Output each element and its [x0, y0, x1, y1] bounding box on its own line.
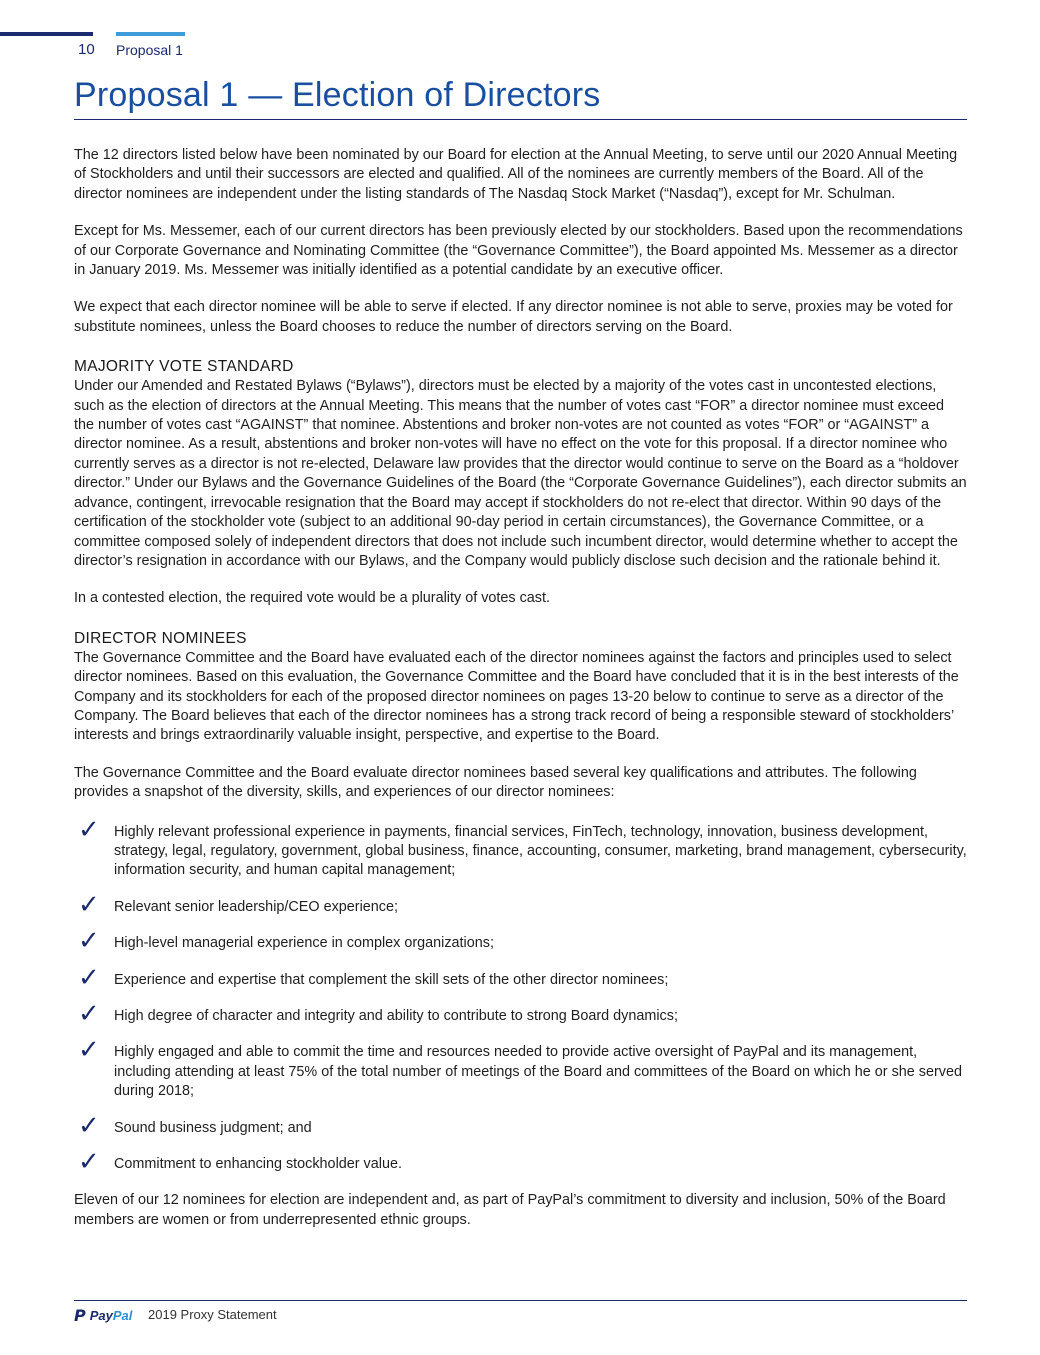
majority-vote-body: Under our Amended and Restated Bylaws (“Bylaws”), directors must be elected by a majority of the votes cast in uncontested elections, such as the election of directors at the Annual Meeting. This means that the number of votes cast “FOR” a director nominee must exceed the number of votes cast “AGAINST” that nominee. Abstentions and broker non-votes are not counted as votes “FOR” or “AGAINST” a director nominee. As a result, abstentions and broker non-votes will have no effect on the vote for this proposal. If a director nominee who currently serves as a director is not re-elected, Delaware law provides that the director would continue to serve on the Board as a “holdover director.” Under our Bylaws and the Governance Guidelines of the Board (the “Corporate Governance Guidelines”), each director submits an advance, contingent, irrevocable resignation that the Board may accept if stockholders do not re-elect that director. Within 90 days of the certification of the stockholder vote (subject to an additional 90-day period in certain circumstances), the Governance Committee, or a committee composed solely of independent directors that does not include such incumbent director, would determine whether to accept the director’s resignation in accordance with our Bylaws, and the Company would publicly disclose such decision and the rationale behind it.: [74, 378, 967, 569]
check-icon: ✓: [78, 889, 100, 920]
intro-paragraph-3: We expect that each director nominee will be able to serve if elected. If any director nominee is not able to serve, proxies may be voted for substitute nominees, unless the Board chooses to reduce the number of directors serving on the Board.: [74, 299, 953, 335]
footer-divider: [74, 1300, 967, 1301]
closing-paragraph: Eleven of our 12 nominees for election are independent and, as part of PayPal’s commitment to diversity and inclusion, 50% of the Board members are women or from underrepresented ethnic groups.: [74, 1192, 946, 1228]
main-content: [74, 146, 967, 1230]
checklist-text: Commitment to enhancing stockholder value.: [114, 1156, 402, 1173]
qualifications-checklist: [74, 814, 967, 1178]
paypal-wordmark: PayPal: [89, 1308, 133, 1323]
majority-vote-heading: MAJORITY VOTE STANDARD: [74, 358, 294, 376]
list-item: [74, 814, 967, 881]
list-item: [74, 1147, 967, 1178]
check-icon: ✓: [78, 1110, 100, 1141]
page-number: 10: [78, 41, 95, 58]
nominees-body-1: The Governance Committee and the Board have evaluated each of the director nominees against the factors and principles used to select director nominees. Based on this evaluation, the Governance Committee and the Board have concluded that it is in the best interests of the Company and its stockholders for each of the proposed director nominees on pages 13-20 below to continue to serve as a director of the Company. The Board believes that each of the director nominees has a strong track record of being a responsible steward of stockholders’ interests and brings extraordinarily valuable insight, perspective, and expertise to the Board.: [74, 649, 959, 744]
checklist-text: Highly relevant professional experience in payments, financial services, FinTech, technology, innovation, business development, strategy, legal, regulatory, government, global business, finance, accounting, consumer, marketing, brand management, cybersecurity, information security, and human capital management;: [114, 823, 967, 879]
intro-paragraph-2: Except for Ms. Messemer, each of our current directors has been previously elected by our stockholders. Based upon the recommendations of our Corporate Governance and Nominating Committee (the “Governance Committee”), the Board appointed Ms. Messemer as a director in January 2019. Ms. Messemer was initially identified as a potential candidate by an executive officer.: [74, 223, 963, 279]
check-icon: ✓: [78, 1147, 100, 1178]
title-divider: [74, 119, 967, 120]
footer-document-title: 2019 Proxy Statement: [148, 1307, 277, 1322]
section-label: Proposal 1: [116, 42, 183, 58]
check-icon: ✓: [78, 1035, 100, 1066]
checklist-text: Highly engaged and able to commit the time and resources needed to provide active oversight of PayPal and its management, including attending at least 75% of the total number of meetings of the Board and committees of the Board on which he or she served during 2018;: [114, 1044, 962, 1100]
intro-paragraph-1: The 12 directors listed below have been nominated by our Board for election at the Annual Meeting, to serve until our 2020 Annual Meeting of Stockholders and until their successors are elected and qualified. All of the nominees are currently members of the Board. All of the director nominees are independent under the listing standards of The Nasdaq Stock Market (“Nasdaq”), except for Mr. Schulman.: [74, 147, 958, 202]
header-accent-bar-light: [116, 32, 185, 36]
checklist-text: High degree of character and integrity and ability to contribute to strong Board dynamics;: [114, 1008, 678, 1024]
director-nominees-heading: DIRECTOR NOMINEES: [74, 629, 247, 647]
check-icon: ✓: [78, 999, 100, 1029]
check-icon: ✓: [78, 962, 100, 993]
list-item: [74, 999, 967, 1029]
paypal-mark-icon: P: [74, 1306, 86, 1325]
list-item: [74, 1110, 967, 1141]
nominees-body-2: The Governance Committee and the Board evaluate director nominees based several key qualifications and attributes. The following provides a snapshot of the diversity, skills, and experiences of our director nominees:: [74, 764, 917, 801]
checklist-text: Experience and expertise that complement the skill sets of the other director nominees;: [114, 971, 669, 988]
list-item: [74, 962, 967, 993]
page-title: Proposal 1 — Election of Directors: [74, 76, 601, 114]
check-icon: ✓: [78, 926, 100, 957]
list-item: [74, 889, 967, 920]
paypal-logo: [74, 1306, 132, 1325]
list-item: [74, 926, 967, 957]
checklist-text: Sound business judgment; and: [114, 1119, 312, 1136]
check-icon: ✓: [78, 814, 100, 845]
header-accent-bar-dark: [0, 32, 93, 36]
list-item: [74, 1035, 967, 1101]
checklist-text: High-level managerial experience in complex organizations;: [114, 935, 494, 952]
contested-election-paragraph: In a contested election, the required vote would be a plurality of votes cast.: [74, 590, 550, 607]
checklist-text: Relevant senior leadership/CEO experience;: [114, 898, 398, 915]
